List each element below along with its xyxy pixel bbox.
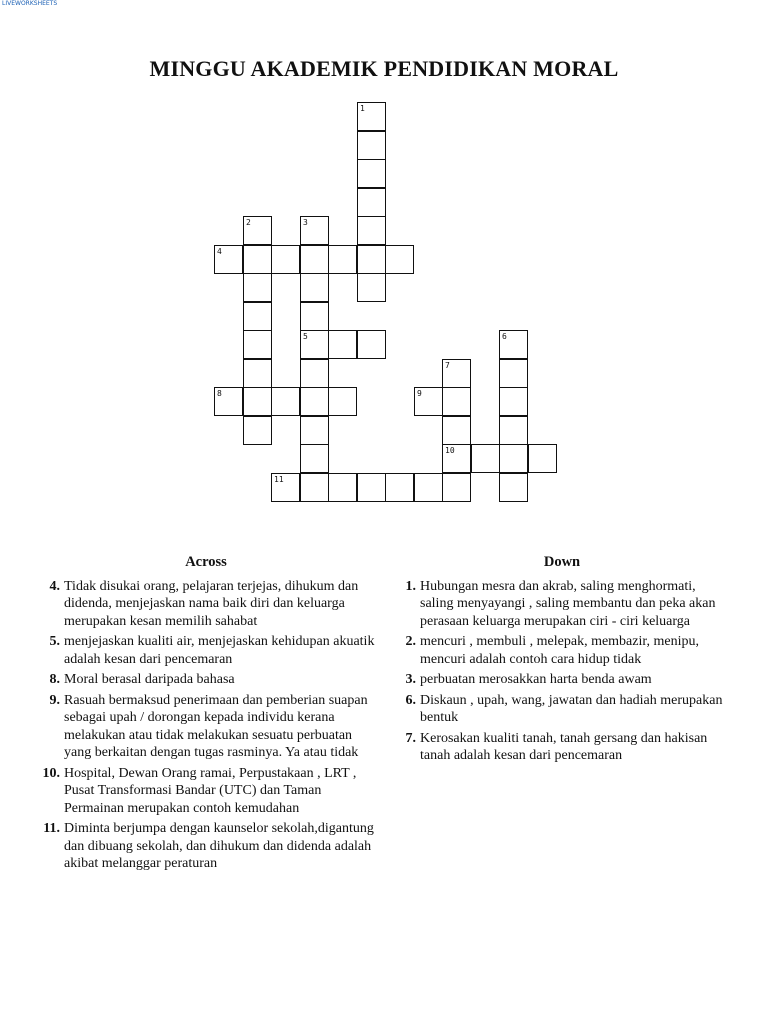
crossword-cell[interactable] — [300, 273, 329, 302]
cell-number: 8 — [217, 389, 222, 398]
crossword-cell[interactable] — [357, 273, 386, 302]
down-clue — [392, 578, 732, 631]
cell-number: 5 — [303, 332, 308, 341]
crossword-cell[interactable] — [499, 416, 528, 445]
clue-number: 2. — [405, 634, 416, 649]
crossword-cell[interactable] — [328, 387, 357, 416]
crossword-cell[interactable] — [300, 473, 329, 502]
down-clues — [392, 554, 732, 768]
crossword-cell[interactable] — [442, 473, 471, 502]
crossword-cell[interactable] — [357, 330, 386, 359]
down-clue — [392, 730, 732, 765]
clue-number: 9. — [49, 692, 60, 708]
crossword-cell[interactable] — [300, 330, 329, 359]
crossword-cell[interactable] — [357, 102, 386, 131]
crossword-cell[interactable] — [243, 273, 272, 302]
cell-number: 1 — [360, 104, 365, 113]
across-clue — [36, 765, 376, 818]
cell-number: 4 — [217, 247, 222, 256]
cell-number: 11 — [274, 475, 284, 484]
crossword-cell[interactable] — [328, 330, 357, 359]
crossword-cell[interactable] — [385, 473, 414, 502]
crossword-cell[interactable] — [300, 216, 329, 245]
page-title: MINGGU AKADEMIK PENDIDIKAN MORAL — [149, 56, 619, 81]
cell-number: 6 — [502, 332, 507, 341]
crossword-cell[interactable] — [385, 245, 414, 274]
crossword-cell[interactable] — [214, 387, 243, 416]
across-clue — [36, 671, 376, 689]
crossword-cell[interactable] — [528, 444, 557, 473]
crossword-cell[interactable] — [243, 302, 272, 331]
crossword-cell[interactable] — [300, 359, 329, 388]
crossword-cell[interactable] — [414, 387, 443, 416]
across-clue — [36, 578, 376, 631]
cell-number: 2 — [246, 218, 251, 227]
crossword-cell[interactable] — [271, 473, 300, 502]
across-clue — [36, 692, 376, 762]
crossword-cell[interactable] — [300, 416, 329, 445]
crossword-cell[interactable] — [442, 387, 471, 416]
crossword-cell[interactable] — [357, 216, 386, 245]
crossword-cell[interactable] — [414, 473, 443, 502]
crossword-cell[interactable] — [499, 473, 528, 502]
crossword-cell[interactable] — [243, 387, 272, 416]
clue-number: 5. — [49, 634, 60, 649]
clue-text: menjejaskan kualiti air, menjejaskan kehidupan akuatik adalah kesan dari pencemaran — [64, 634, 375, 667]
crossword-cell[interactable] — [357, 473, 386, 502]
across-clue — [36, 820, 376, 873]
crossword-cell[interactable] — [499, 444, 528, 473]
clue-number: 8. — [49, 672, 60, 687]
crossword-cell[interactable] — [328, 245, 357, 274]
crossword-cell[interactable] — [471, 444, 500, 473]
liveworksheets-logo: LIVEWORKSHEETS — [2, 0, 58, 7]
crossword-cell[interactable] — [243, 245, 272, 274]
crossword-cell[interactable] — [300, 302, 329, 331]
crossword-cell[interactable] — [243, 416, 272, 445]
clue-text: Rasuah bermaksud penerimaan dan pemberian suapan sebagai upah / dorongan kepada individu kerana melakukan atau tidak melakukan sesuatu perbuatan yang berkaitan dengan tugas rasminya. Ya atau tidak — [64, 692, 368, 760]
crossword-cell[interactable] — [357, 131, 386, 160]
clue-number: 6. — [405, 692, 416, 708]
crossword-cell[interactable] — [499, 330, 528, 359]
clue-number: 7. — [405, 730, 416, 746]
clue-text: Kerosakan kualiti tanah, tanah gersang dan hakisan tanah adalah kesan dari pencemaran — [420, 730, 708, 763]
down-clue — [392, 633, 732, 668]
clue-text: Tidak disukai orang, pelajaran terjejas, dihukum dan didenda, menjejaskan nama baik diri dan keluarga merupakan kesan memilih sahabat — [64, 578, 359, 629]
across-heading: Across — [185, 554, 227, 570]
across-clues — [36, 554, 376, 876]
down-clue — [392, 671, 732, 689]
crossword-cell[interactable] — [300, 444, 329, 473]
down-clue-list — [392, 578, 732, 765]
crossword-cell[interactable] — [300, 245, 329, 274]
across-clue — [36, 633, 376, 668]
cell-number: 10 — [445, 446, 455, 455]
cell-number: 3 — [303, 218, 308, 227]
crossword-cell[interactable] — [214, 245, 243, 274]
crossword-cell[interactable] — [499, 387, 528, 416]
crossword-cell[interactable] — [442, 416, 471, 445]
across-clue-list — [36, 578, 376, 873]
clue-text: Diskaun , upah, wang, jawatan dan hadiah merupakan bentuk — [420, 692, 723, 725]
crossword-cell[interactable] — [271, 245, 300, 274]
crossword-cell[interactable] — [243, 216, 272, 245]
down-heading: Down — [543, 554, 581, 570]
cell-number: 9 — [417, 389, 422, 398]
crossword-cell[interactable] — [271, 387, 300, 416]
clue-text: mencuri , membuli , melepak, membazir, menipu, mencuri adalah contoh cara hidup tidak — [420, 634, 699, 667]
clue-text: perbuatan merosakkan harta benda awam — [420, 672, 652, 687]
clue-text: Moral berasal daripada bahasa — [64, 672, 235, 687]
crossword-cell[interactable] — [499, 359, 528, 388]
crossword-cell[interactable] — [442, 359, 471, 388]
crossword-cell[interactable] — [243, 330, 272, 359]
clue-number: 4. — [49, 578, 60, 594]
down-clue — [392, 692, 732, 727]
cell-number: 7 — [445, 361, 450, 370]
clue-number: 1. — [405, 578, 416, 594]
clue-number: 11. — [43, 821, 60, 836]
crossword-cell[interactable] — [357, 245, 386, 274]
clue-text: Hubungan mesra dan akrab, saling menghormati, saling menyayangi , saling membantu dan peka akan perasaan keluarga merupakan ciri - ciri keluarga — [420, 578, 716, 629]
crossword-cell[interactable] — [357, 159, 386, 188]
crossword-cell[interactable] — [300, 387, 329, 416]
clue-text: Hospital, Dewan Orang ramai, Perpustakaan , LRT , Pusat Transformasi Bandar (UTC) dan Taman Permainan merupakan contoh kemudahan — [64, 765, 357, 816]
crossword-cell[interactable] — [243, 359, 272, 388]
crossword-cell[interactable] — [357, 188, 386, 217]
clue-number: 3. — [405, 672, 416, 687]
crossword-cell[interactable] — [442, 444, 471, 473]
clue-text: Diminta berjumpa dengan kaunselor sekolah,digantung dan dibuang sekolah, dan dihukum dan didenda adalah akibat melanggar peraturan — [64, 821, 374, 871]
crossword-cell[interactable] — [328, 473, 357, 502]
clue-number: 10. — [42, 765, 60, 781]
